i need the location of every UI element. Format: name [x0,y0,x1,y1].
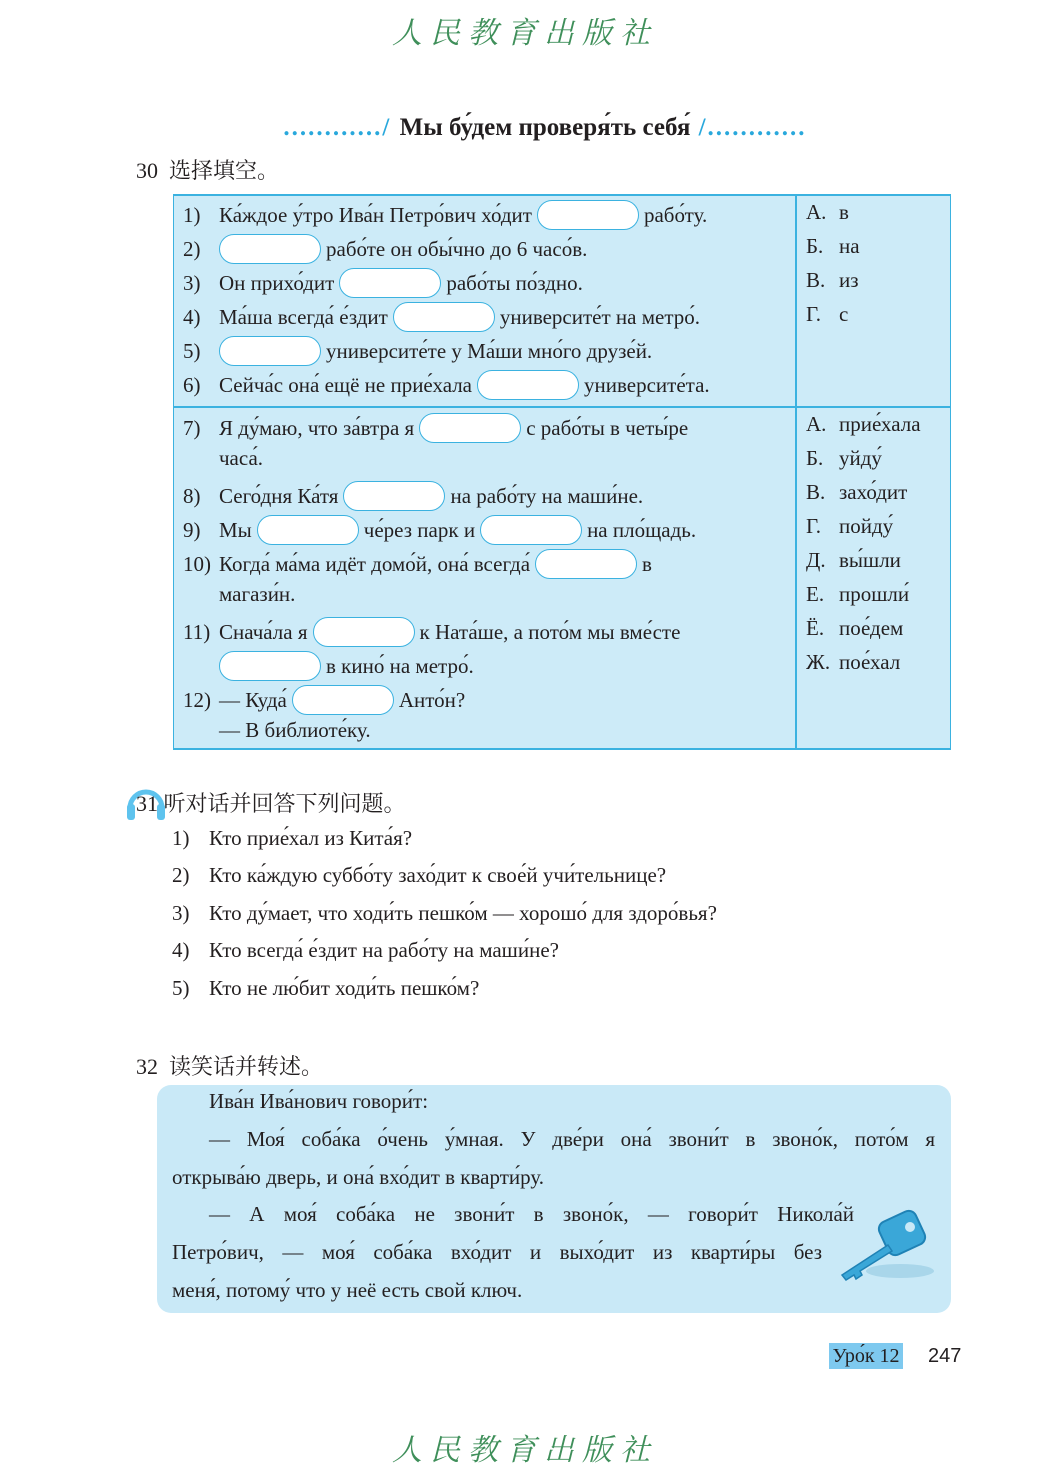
option-letter: Г. [806,302,822,326]
item-text: Когда́ ма́ма идёт домо́й, она́ всегда́ [219,551,531,576]
item-number: 10) [183,551,211,576]
item-number: 9) [183,517,201,542]
option-letter: А. [806,200,827,224]
exercise-number: 31 [136,791,158,816]
option [806,302,848,327]
option-text: пое́дем [839,616,904,640]
exercise-number: 32 [136,1054,158,1079]
item-text: Снача́ла я [219,619,308,644]
blank-input[interactable] [219,336,321,366]
item-3 [183,268,583,298]
blank-input[interactable] [535,549,637,579]
item-text: Сейча́с она́ ещё не прие́хала [219,372,473,397]
option [806,234,860,259]
key-illustration [830,1205,938,1285]
question-text: Кто всегда́ е́здит на рабо́ту на маши́не? [209,938,559,962]
page-number: 247 [928,1345,962,1367]
blank-input[interactable] [219,234,321,264]
passage-line: Ива́н Ива́нович говори́т: [209,1089,429,1113]
item-6 [183,370,710,400]
item-text: магази́н. [219,581,296,606]
section-title: ............/ Мы бу́дем проверя́ть себя́ /............ [283,114,807,141]
item-11 [183,617,680,647]
question-number: 4) [172,938,190,962]
item-number: 1) [183,202,201,227]
item-5 [183,336,652,366]
item-text: университе́т на метро́. [499,304,701,329]
item-text: Я ду́маю, что за́втра я [219,415,415,440]
item-text: рабо́ты по́здно. [446,270,583,295]
item-text: че́рез парк и [363,517,476,542]
option [806,582,909,607]
item-number: 7) [183,415,201,440]
exercise-32-heading [136,1050,323,1081]
item-text: на пло́щадь. [587,517,697,542]
option-letter: Е. [806,582,825,606]
item-text: Ка́ждое у́тро Ива́н Петро́вич хо́дит [219,202,532,227]
item-text: — Куда́ [219,687,287,712]
item-7-cont [219,443,263,473]
exercise-instruction: 选择填空。 [169,158,280,183]
option-text: прошли́ [839,582,910,606]
passage-line: — Моя́ соба́ка о́чень у́мная. У две́ри она́ звони́т в звоно́к, пото́м я [209,1127,935,1151]
publisher-logo-top: 人民教育出版社 [392,16,658,51]
item-9 [183,515,696,545]
item-text: Мы [219,517,252,542]
question [172,826,412,851]
option-text: в [839,200,849,224]
blank-input[interactable] [219,651,321,681]
item-7 [183,413,688,443]
exercise-instruction: 读笑话并转述。 [169,1054,324,1079]
section-title-text: Мы бу́дем проверя́ть себя́ [399,114,691,141]
item-text: в кино́ на метро́. [326,653,474,678]
blank-input[interactable] [339,268,441,298]
publisher-logo-bottom: 人民教育出版社 [392,1433,658,1468]
question-text: Кто ду́мает, что ходи́ть пешко́м — хорошо́ для здоро́вья? [209,901,717,925]
question-number: 2) [172,863,190,887]
item-text: университе́та. [584,372,710,397]
question [172,863,666,888]
option [806,616,903,641]
option-letter: Б. [806,234,824,258]
exercise-instruction: 听对话并回答下列问题。 [163,791,406,816]
exercise-31-heading [136,787,406,818]
item-number: 2) [183,236,201,261]
passage-line: — А моя́ соба́ка не звони́т в звоно́к, — говори́т Никола́й [209,1202,854,1226]
question-text: Кто не лю́бит ходи́ть пешко́м? [209,976,480,1000]
item-text: рабо́те он обы́чно до 6 часо́в. [326,236,588,261]
item-text: — В библиоте́ку. [219,717,371,742]
divider [173,406,951,408]
item-text: Ма́ша всегда́ е́здит [219,304,388,329]
option [806,514,893,539]
item-10 [183,549,652,579]
question [172,901,717,926]
option-text: прие́хала [839,412,921,436]
passage-line: меня́, потому́ что у неё есть свой ключ. [172,1278,523,1302]
option-letter: Ё. [806,616,825,640]
question [172,938,559,963]
option-text: захо́дит [839,480,908,504]
option [806,548,901,573]
question-number: 3) [172,901,190,925]
item-text: Сего́дня Ка́тя [219,483,339,508]
item-2 [183,234,587,264]
item-number: 11) [183,619,211,644]
item-1 [183,200,707,230]
option-letter: Г. [806,514,822,538]
item-text: к Ната́ше, а пото́м мы вме́сте [419,619,681,644]
blank-input[interactable] [292,685,394,715]
option-text: на [839,234,860,258]
blank-input[interactable] [313,617,415,647]
item-text: с рабо́ты в четы́ре [526,415,689,440]
passage-line: Петро́вич, — моя́ соба́ка вхо́дит и выхо́дит из кварти́ры без [172,1240,822,1264]
item-12 [183,685,465,715]
item-text: в [642,551,652,576]
lesson-label: Уро́к 12 [829,1343,903,1369]
option-letter: В. [806,268,826,292]
passage-line: открыва́ю дверь, и она́ вхо́дит в кварти́ру. [172,1165,544,1189]
question-text: Кто ка́ждую суббо́ту захо́дит к свое́й учи́тельнице? [209,863,667,887]
item-number: 3) [183,270,201,295]
blank-input[interactable] [537,200,639,230]
option [806,650,900,675]
blank-input[interactable] [343,481,445,511]
item-12-cont [219,715,371,745]
question-text: Кто прие́хал из Кита́я? [209,826,413,850]
item-text: Он прихо́дит [219,270,335,295]
item-number: 12) [183,687,211,712]
option [806,268,859,293]
question-number: 1) [172,826,190,850]
option-letter: Д. [806,548,826,572]
option-letter: В. [806,480,826,504]
blank-input[interactable] [480,515,582,545]
question [172,976,479,1001]
option-text: из [839,268,859,292]
exercise-30-heading [136,154,279,185]
item-number: 5) [183,338,201,363]
option-text: с [839,302,849,326]
item-text: на рабо́ту на маши́не. [450,483,644,508]
item-11-cont [219,651,474,681]
blank-input[interactable] [477,370,579,400]
blank-input[interactable] [419,413,521,443]
option-text: вы́шли [839,548,901,572]
divider [795,194,797,748]
option [806,412,921,437]
blank-input[interactable] [393,302,495,332]
item-text: университе́те у Ма́ши мно́го друзе́й. [326,338,653,363]
option [806,200,849,225]
item-number: 8) [183,483,201,508]
item-number: 4) [183,304,201,329]
option [806,446,882,471]
item-text: часа́. [219,445,264,470]
option-text: уйду́ [839,446,882,470]
option-text: пойду́ [839,514,894,538]
exercise-number: 30 [136,158,158,183]
item-number: 6) [183,372,201,397]
blank-input[interactable] [257,515,359,545]
item-text: рабо́ту. [643,202,708,227]
question-number: 5) [172,976,190,1000]
item-4 [183,302,700,332]
option-letter: Ж. [806,650,831,674]
option-letter: А. [806,412,827,436]
option-text: пое́хал [839,650,901,674]
item-text: Анто́н? [398,687,466,712]
item-8 [183,481,643,511]
option [806,480,907,505]
item-10-cont [219,579,295,609]
option-letter: Б. [806,446,824,470]
